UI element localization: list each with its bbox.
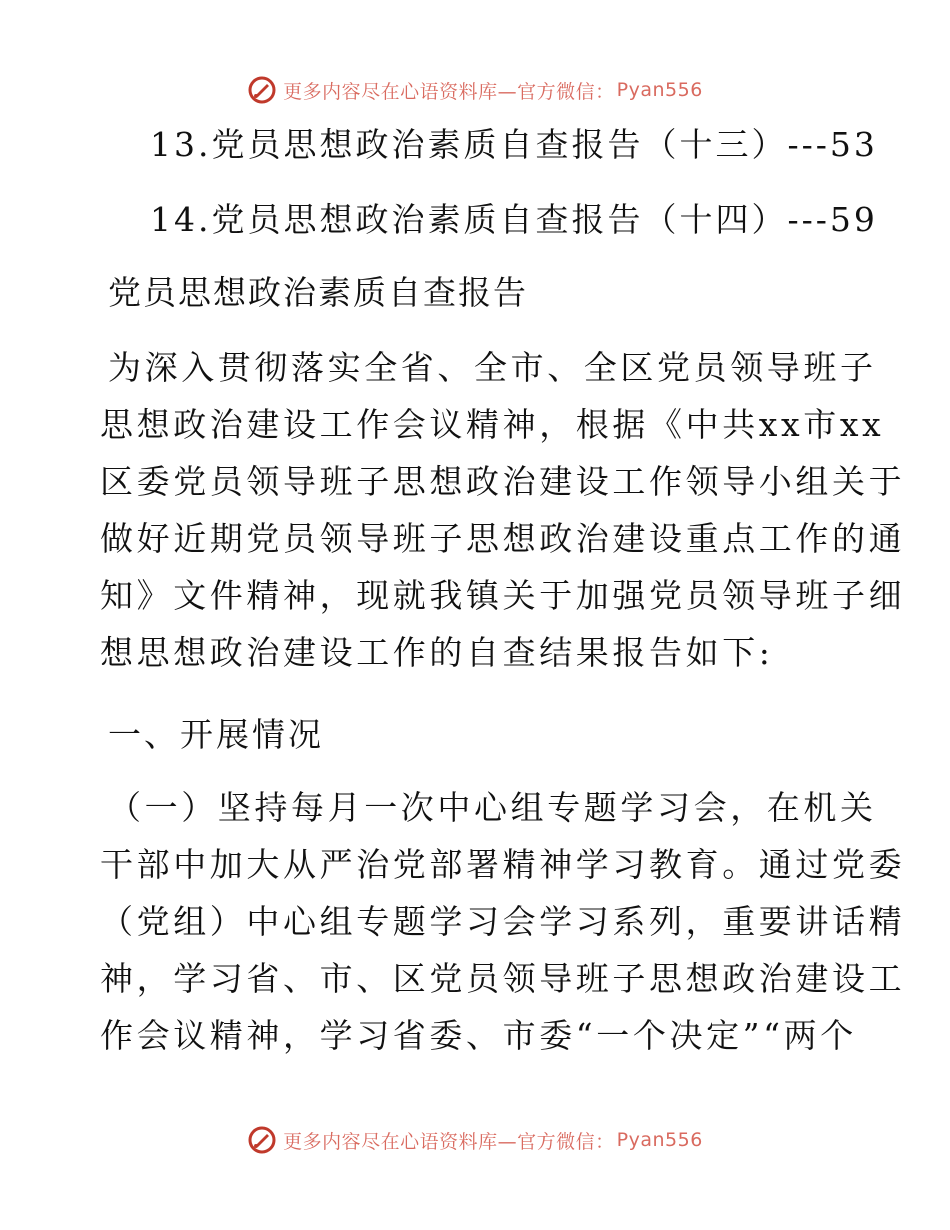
- paragraph-2-line: 干部中加大从严治党部署精神学习教育。通过党委: [100, 845, 906, 884]
- paragraph-1-line: 为深入贯彻落实全省、全市、全区党员领导班子: [108, 348, 877, 387]
- paragraph-1-line: 思想政治建设工作会议精神，根据《中共xx市xx: [100, 405, 885, 444]
- watermark-text: 更多内容尽在心语资料库—官方微信：: [283, 1130, 615, 1153]
- toc-entry-14: 14.党员思想政治素质自查报告（十四）---59: [150, 200, 878, 239]
- section-heading-1: 一、开展情况: [108, 715, 324, 754]
- paragraph-2-line: （党组）中心组专题学习会学习系列，重要讲话精: [100, 902, 906, 941]
- header-watermark: [0, 70, 950, 110]
- document-title: 党员思想政治素质自查报告: [108, 273, 528, 312]
- paragraph-1-line: 想思想政治建设工作的自查结果报告如下:: [100, 633, 774, 672]
- brush-logo-icon: [247, 1125, 277, 1155]
- footer-watermark: [0, 1120, 950, 1160]
- watermark-wechat-id: Pyan556: [616, 79, 703, 101]
- paragraph-2-line: 神，学习省、市、区党员领导班子思想政治建设工: [100, 959, 906, 998]
- paragraph-2-line: （一）坚持每月一次中心组专题学习会，在机关: [108, 788, 877, 827]
- brush-logo-icon: [247, 75, 277, 105]
- paragraph-1-line: 知》文件精神，现就我镇关于加强党员领导班子细: [100, 576, 906, 615]
- watermark-text: 更多内容尽在心语资料库—官方微信：: [283, 80, 615, 103]
- toc-entry-13: 13.党员思想政治素质自查报告（十三）---53: [150, 125, 878, 164]
- paragraph-2-line: 作会议精神，学习省委、市委“一个决定”“两个: [100, 1016, 857, 1055]
- watermark-wechat-id: Pyan556: [616, 1129, 703, 1151]
- paragraph-1-line: 区委党员领导班子思想政治建设工作领导小组关于: [100, 462, 906, 501]
- paragraph-1-line: 做好近期党员领导班子思想政治建设重点工作的通: [100, 519, 906, 558]
